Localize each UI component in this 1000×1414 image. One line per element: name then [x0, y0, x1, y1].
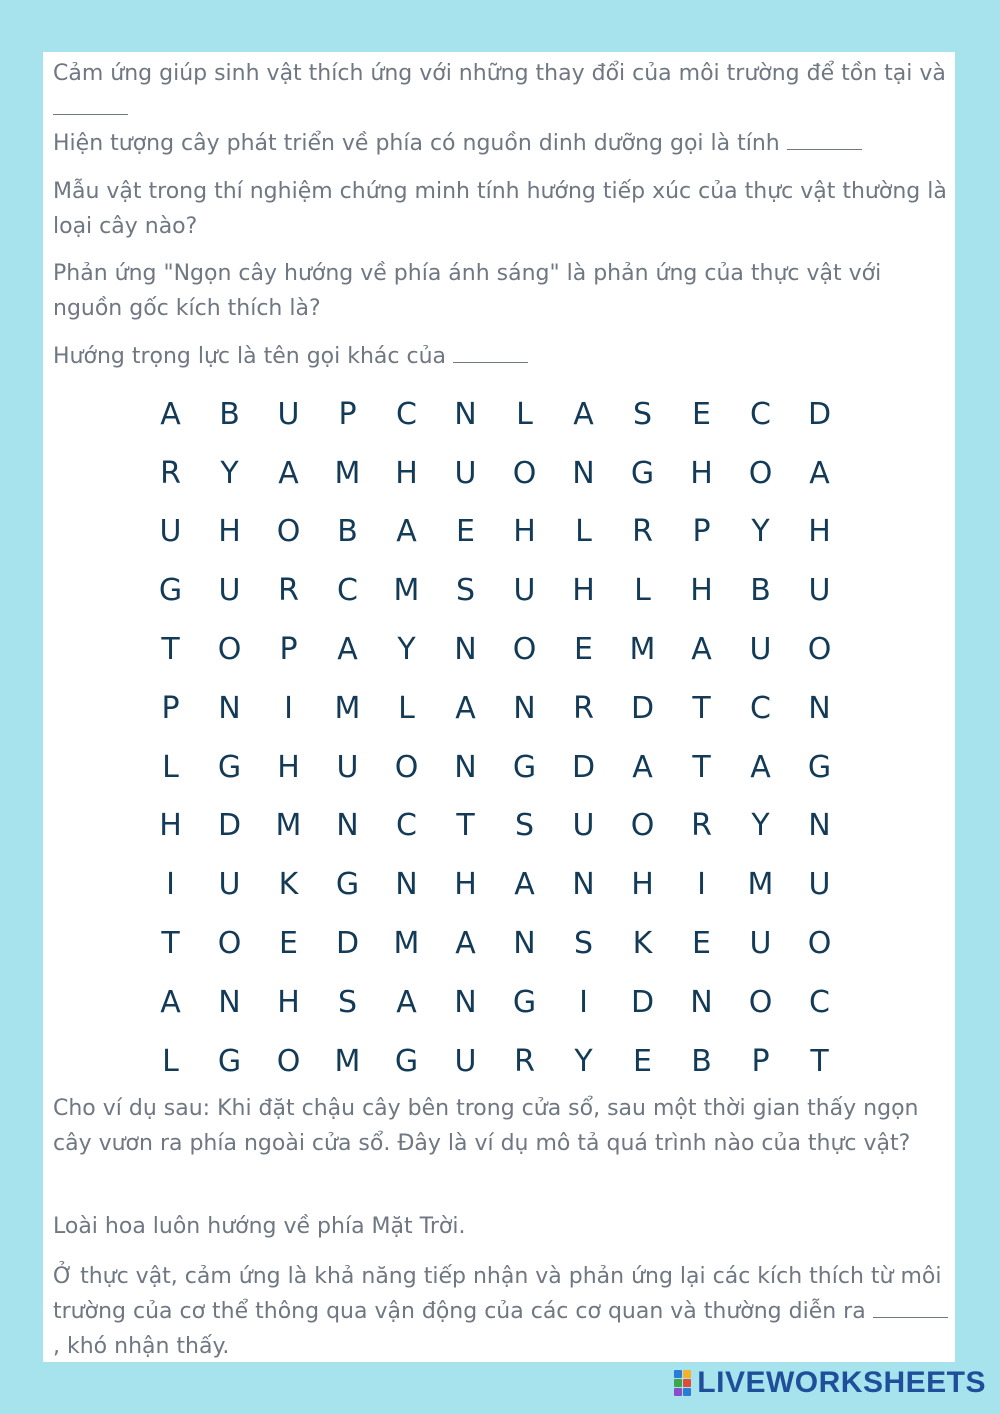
grid-letter[interactable]: R — [514, 1043, 535, 1079]
grid-letter[interactable]: G — [807, 749, 832, 785]
grid-letter[interactable]: M — [275, 808, 302, 844]
grid-letter[interactable]: I — [579, 984, 588, 1020]
grid-letter[interactable]: M — [334, 690, 361, 726]
grid-letter[interactable]: U — [454, 455, 477, 491]
grid-letter[interactable]: R — [278, 573, 299, 609]
grid-letter[interactable]: E — [456, 514, 475, 550]
grid-letter[interactable]: N — [572, 867, 595, 903]
grid-letter[interactable]: O — [807, 926, 832, 962]
brand-name: LIVEWORKSHEETS — [697, 1366, 986, 1399]
grid-letter[interactable]: L — [575, 514, 592, 550]
grid-letter[interactable]: M — [393, 926, 420, 962]
grid-letter[interactable]: B — [219, 396, 240, 432]
grid-letter[interactable]: O — [276, 1043, 301, 1079]
grid-letter[interactable]: E — [692, 926, 711, 962]
grid-letter[interactable]: U — [159, 514, 182, 550]
grid-letter[interactable]: R — [691, 808, 712, 844]
grid-letter[interactable]: D — [335, 926, 360, 962]
grid-letter[interactable]: H — [159, 808, 182, 844]
grid-letter[interactable]: B — [691, 1043, 712, 1079]
grid-letter[interactable]: G — [217, 1043, 242, 1079]
grid-letter[interactable]: H — [454, 867, 477, 903]
grid-letter[interactable]: O — [512, 455, 537, 491]
grid-letter[interactable]: T — [161, 926, 180, 962]
grid-letter[interactable]: U — [218, 573, 241, 609]
grid-letter[interactable]: O — [630, 808, 655, 844]
grid-letter[interactable]: P — [751, 1043, 770, 1079]
grid-letter[interactable]: M — [747, 867, 774, 903]
grid-letter[interactable]: K — [278, 867, 299, 903]
grid-letter[interactable]: C — [750, 396, 771, 432]
worksheet-sheet — [43, 52, 955, 1362]
question-1: Cảm ứng giúp sinh vật thích ứng với những thay đổi của môi trường để tồn tại và — [53, 56, 948, 126]
grid-letter[interactable]: D — [571, 749, 596, 785]
grid-letter[interactable]: A — [573, 396, 594, 432]
grid-letter[interactable]: P — [338, 396, 357, 432]
grid-letter[interactable]: C — [396, 808, 417, 844]
grid-letter[interactable]: A — [337, 632, 358, 668]
question-4: Phản ứng "Ngọn cây hướng về phía ánh sáng" là phản ứng của thực vật với nguồn gốc kích thích là? — [53, 261, 882, 321]
grid-letter[interactable]: U — [277, 396, 300, 432]
grid-letter[interactable]: I — [166, 867, 175, 903]
grid-letter[interactable]: Y — [751, 808, 770, 844]
grid-letter[interactable]: D — [807, 396, 832, 432]
grid-letter[interactable]: A — [278, 455, 299, 491]
grid-letter[interactable]: H — [277, 749, 300, 785]
grid-letter[interactable]: T — [692, 749, 711, 785]
grid-letter[interactable]: I — [697, 867, 706, 903]
grid-letter[interactable]: H — [690, 455, 713, 491]
grid-letter[interactable]: M — [334, 455, 361, 491]
grid-letter[interactable]: L — [162, 1043, 179, 1079]
grid-letter[interactable]: T — [692, 690, 711, 726]
grid-letter[interactable]: T — [810, 1043, 829, 1079]
grid-letter[interactable]: T — [456, 808, 475, 844]
grid-letter[interactable]: R — [632, 514, 653, 550]
grid-letter[interactable]: G — [394, 1043, 419, 1079]
grid-letter[interactable]: A — [632, 749, 653, 785]
grid-letter[interactable]: H — [572, 573, 595, 609]
grid-letter[interactable]: U — [749, 632, 772, 668]
answer-blank-5[interactable] — [453, 340, 528, 363]
grid-letter[interactable]: S — [632, 396, 653, 432]
grid-letter[interactable]: U — [808, 573, 831, 609]
grid-letter[interactable]: G — [335, 867, 360, 903]
grid-letter[interactable]: Y — [574, 1043, 593, 1079]
grid-letter[interactable]: C — [750, 690, 771, 726]
grid-letter[interactable]: N — [808, 690, 831, 726]
grid-letter[interactable]: C — [809, 984, 830, 1020]
grid-letter[interactable]: N — [454, 632, 477, 668]
grid-letter[interactable]: M — [393, 573, 420, 609]
grid-letter[interactable]: P — [692, 514, 711, 550]
grid-letter[interactable]: E — [574, 632, 593, 668]
question-6: Cho ví dụ sau: Khi đặt chậu cây bên trong cửa sổ, sau một thời gian thấy ngọn cây vươn ra phía ngoài cửa sổ. Đây là ví dụ mô tả quá trình nào của thực vật? — [53, 1096, 919, 1156]
grid-letter[interactable]: G — [158, 573, 183, 609]
grid-letter[interactable]: A — [750, 749, 771, 785]
grid-letter[interactable]: A — [691, 632, 712, 668]
grid-letter[interactable]: A — [809, 455, 830, 491]
grid-letter[interactable]: L — [516, 396, 533, 432]
grid-letter[interactable]: P — [279, 632, 298, 668]
grid-letter[interactable]: H — [808, 514, 831, 550]
grid-letter[interactable]: A — [160, 984, 181, 1020]
grid-letter[interactable]: U — [218, 867, 241, 903]
grid-letter[interactable]: T — [161, 632, 180, 668]
grid-letter[interactable]: G — [512, 749, 537, 785]
question-8: Ở thực vật, cảm ứng là khả năng tiếp nhận và phản ứng lại các kích thích từ môi trường của cơ thể thông qua vận động của các cơ quan và thường diễn ra , khó nhận thấy. — [53, 1259, 948, 1364]
grid-letter[interactable]: N — [513, 690, 536, 726]
grid-letter[interactable]: U — [336, 749, 359, 785]
grid-letter[interactable]: O — [748, 984, 773, 1020]
grid-letter[interactable]: Y — [220, 455, 239, 491]
question-7: Loài hoa luôn hướng về phía Mặt Trời. — [53, 1214, 466, 1239]
grid-letter[interactable]: A — [396, 984, 417, 1020]
grid-letter[interactable]: U — [749, 926, 772, 962]
grid-letter[interactable]: S — [337, 984, 358, 1020]
answer-blank-8[interactable] — [873, 1295, 948, 1318]
grid-letter[interactable]: H — [631, 867, 654, 903]
question-3: Mẫu vật trong thí nghiệm chứng minh tính hướng tiếp xúc của thực vật thường là loại cây nào? — [53, 179, 947, 239]
grid-letter[interactable]: L — [398, 690, 415, 726]
grid-letter[interactable]: M — [334, 1043, 361, 1079]
grid-letter[interactable]: O — [748, 455, 773, 491]
grid-letter[interactable]: O — [276, 514, 301, 550]
grid-letter[interactable]: Y — [397, 632, 416, 668]
grid-letter[interactable]: B — [750, 573, 771, 609]
grid-letter[interactable]: S — [514, 808, 535, 844]
grid-letter[interactable]: H — [277, 984, 300, 1020]
grid-letter[interactable]: U — [808, 867, 831, 903]
word-search-grid[interactable] — [141, 385, 849, 1091]
grid-letter[interactable]: U — [572, 808, 595, 844]
grid-letter[interactable]: O — [217, 632, 242, 668]
grid-letter[interactable]: O — [217, 926, 242, 962]
grid-letter[interactable]: G — [512, 984, 537, 1020]
grid-letter[interactable]: I — [284, 690, 293, 726]
grid-letter[interactable]: C — [396, 396, 417, 432]
grid-letter[interactable]: N — [454, 396, 477, 432]
answer-blank-2[interactable] — [787, 127, 862, 150]
grid-letter[interactable]: H — [395, 455, 418, 491]
grid-letter[interactable]: R — [573, 690, 594, 726]
grid-letter[interactable]: L — [162, 749, 179, 785]
grid-letter[interactable]: N — [395, 867, 418, 903]
grid-letter[interactable]: P — [161, 690, 180, 726]
grid-letter[interactable]: U — [454, 1043, 477, 1079]
grid-letter[interactable]: O — [394, 749, 419, 785]
grid-letter[interactable]: N — [454, 749, 477, 785]
question-2: Hiện tượng cây phát triển về phía có nguồn dinh dưỡng gọi là tính — [53, 126, 948, 161]
grid-letter[interactable]: A — [160, 396, 181, 432]
grid-letter[interactable]: H — [218, 514, 241, 550]
grid-letter[interactable]: N — [808, 808, 831, 844]
grid-letter[interactable]: O — [807, 632, 832, 668]
grid-letter[interactable]: H — [513, 514, 536, 550]
grid-letter[interactable]: A — [455, 926, 476, 962]
grid-letter[interactable]: Y — [751, 514, 770, 550]
grid-letter[interactable]: G — [630, 455, 655, 491]
logo-blocks-icon — [674, 1370, 691, 1396]
liveworksheets-logo — [674, 1366, 986, 1400]
grid-letter[interactable]: N — [572, 455, 595, 491]
grid-letter[interactable]: S — [573, 926, 594, 962]
grid-letter[interactable]: N — [513, 926, 536, 962]
grid-letter[interactable]: C — [337, 573, 358, 609]
grid-letter[interactable]: H — [690, 573, 713, 609]
grid-letter[interactable]: L — [634, 573, 651, 609]
grid-letter[interactable]: N — [218, 984, 241, 1020]
grid-letter[interactable]: A — [455, 690, 476, 726]
grid-letter[interactable]: N — [218, 690, 241, 726]
grid-letter[interactable]: D — [630, 984, 655, 1020]
grid-letter[interactable]: K — [632, 926, 653, 962]
grid-letter[interactable]: D — [630, 690, 655, 726]
grid-letter[interactable]: N — [336, 808, 359, 844]
grid-letter[interactable]: M — [629, 632, 656, 668]
grid-letter[interactable]: A — [396, 514, 417, 550]
grid-letter[interactable]: A — [514, 867, 535, 903]
grid-letter[interactable]: O — [512, 632, 537, 668]
grid-letter[interactable]: S — [455, 573, 476, 609]
grid-letter[interactable]: B — [337, 514, 358, 550]
grid-letter[interactable]: R — [160, 455, 181, 491]
grid-letter[interactable]: N — [690, 984, 713, 1020]
question-5: Hướng trọng lực là tên gọi khác của — [53, 339, 948, 374]
answer-blank-1[interactable] — [53, 92, 128, 115]
grid-letter[interactable]: D — [217, 808, 242, 844]
grid-letter[interactable]: U — [513, 573, 536, 609]
grid-letter[interactable]: E — [633, 1043, 652, 1079]
grid-letter[interactable]: E — [279, 926, 298, 962]
grid-letter[interactable]: E — [692, 396, 711, 432]
grid-letter[interactable]: G — [217, 749, 242, 785]
grid-letter[interactable]: N — [454, 984, 477, 1020]
